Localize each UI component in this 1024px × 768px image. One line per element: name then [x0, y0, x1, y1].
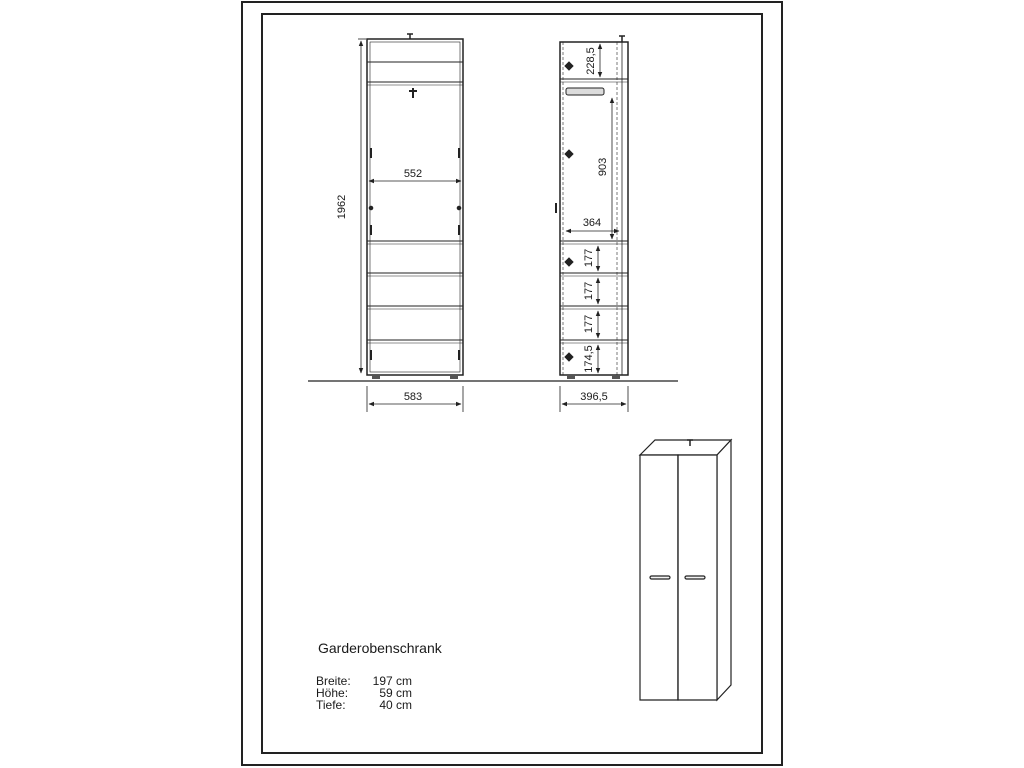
- spec-value-height: 59 cm: [379, 686, 412, 700]
- height-label: 1962: [336, 194, 348, 220]
- wardrobe-handle-left: [650, 576, 670, 579]
- shelf-gap-label-1: 177: [583, 248, 595, 268]
- hanging-space-label: 903: [597, 157, 609, 177]
- front-shelf-pin: [369, 206, 373, 210]
- side-foot-right: [612, 375, 620, 379]
- wardrobe-top-face: [640, 440, 731, 455]
- width-label: 583: [403, 391, 423, 403]
- spec-value-depth: 40 cm: [379, 698, 412, 712]
- front-rail-fitting: [409, 88, 417, 98]
- wardrobe-perspective: [640, 440, 731, 700]
- front-shelf-pin: [457, 206, 461, 210]
- spec-label-width: Breite:: [316, 674, 351, 688]
- side-top-fitting: [619, 36, 625, 42]
- side-foot-left: [567, 375, 575, 379]
- inner-width-label: 552: [403, 168, 423, 180]
- shelf-gap-label-4: 174,5: [583, 345, 595, 373]
- side-clip: [565, 62, 573, 70]
- wardrobe-handle-right: [685, 576, 705, 579]
- top-compartment-label: 228,5: [585, 47, 597, 75]
- inner-depth-label: 364: [582, 217, 602, 229]
- spec-value-width: 197 cm: [372, 674, 412, 688]
- wardrobe-side-face: [717, 440, 731, 700]
- front-view: [367, 34, 463, 379]
- side-clip: [565, 258, 573, 266]
- spec-label-depth: Tiefe:: [316, 698, 346, 712]
- side-hanging-rail: [566, 88, 604, 95]
- spec-label-height: Höhe:: [316, 686, 349, 700]
- depth-label: 396,5: [580, 391, 608, 403]
- shelf-gap-label-2: 177: [583, 281, 595, 301]
- front-foot-right: [450, 375, 458, 379]
- front-foot-left: [372, 375, 380, 379]
- side-clip: [565, 353, 573, 361]
- side-clip: [565, 150, 573, 158]
- shelf-gap-label-3: 177: [583, 314, 595, 334]
- product-title: Garderobenschrank: [318, 640, 442, 656]
- front-carcass: [367, 39, 463, 375]
